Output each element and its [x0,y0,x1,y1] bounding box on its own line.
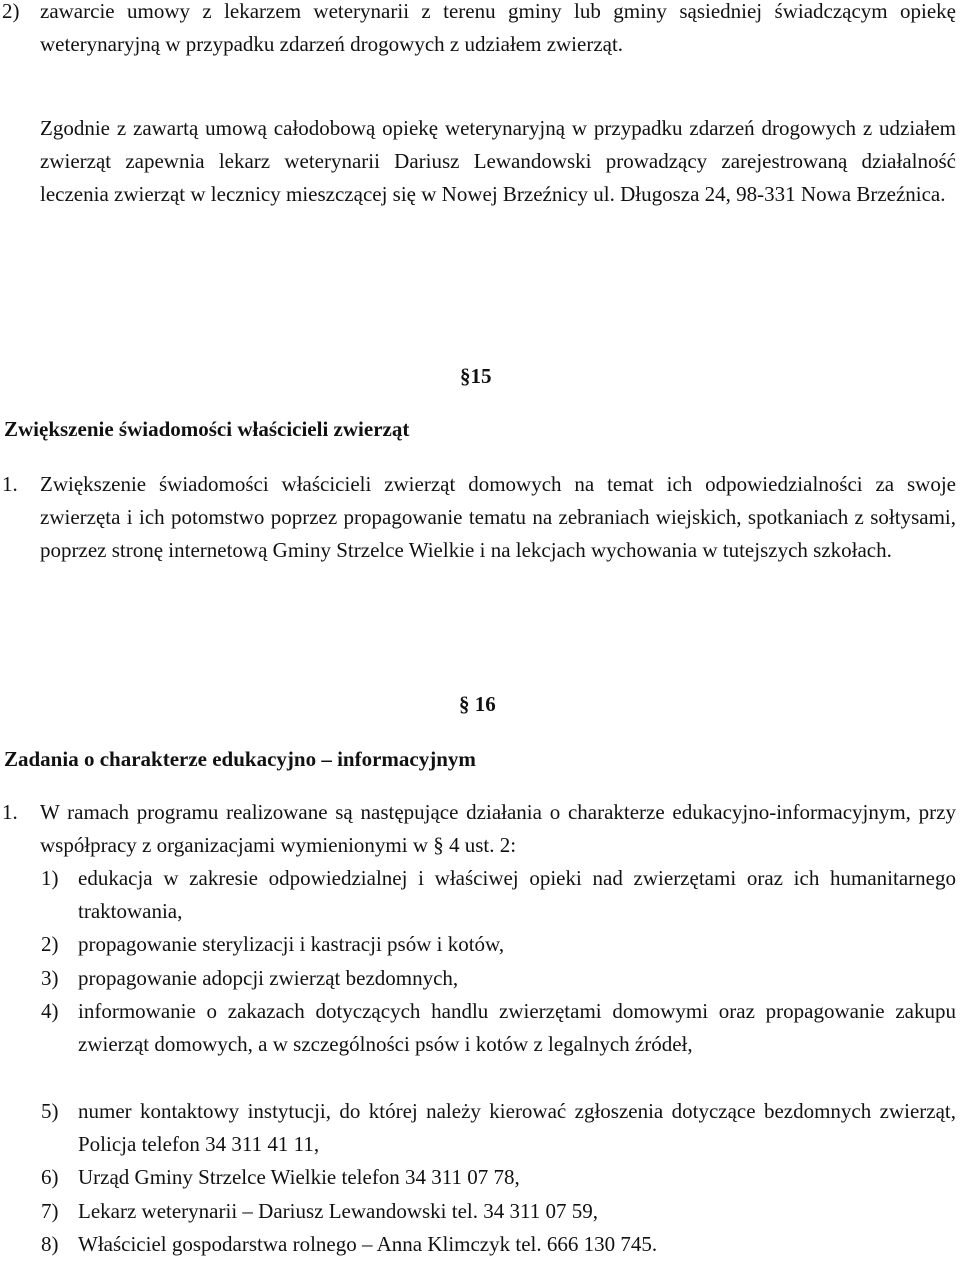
list-item-number: 7) [41,1199,59,1223]
list-item [2,0,956,61]
paragraph: Zgodnie z zawartą umową całodobową opiekę weterynaryjną w przypadku zdarzeń drogowych z udziałem zwierząt zapewnia lekarz weterynarii Dariusz Lewandowski prowadzący zarejestrowaną działalność leczenia zwierząt w lecznicy mieszczącej się w Nowej Brzeźnicy ul. Długosza 24, 98-331 Nowa Brzeźnica. [40,116,956,206]
list-item-text: zawarcie umowy z lekarzem weterynarii z terenu gminy lub gminy sąsiedniej świadczącym opiekę weterynaryjną w przypadku zdarzeń drogowych z udziałem zwierząt. [40,0,956,56]
list-item-text: edukacja w zakresie odpowiedzialnej i właściwej opieki nad zwierzętami oraz ich humanitarnego traktowania, [78,866,956,923]
list-item-number: 2) [41,932,59,956]
section-heading: Zadania o charakterze edukacyjno – informacyjnym [4,747,476,771]
list-item-number: 8) [41,1232,59,1256]
list-item-text: propagowanie adopcji zwierząt bezdomnych, [78,966,459,990]
list-item [2,468,956,567]
section-sign-16: § 16 [459,692,496,716]
list-item-text: W ramach programu realizowane są następujące działania o charakterze edukacyjno-informacyjnym, przy współpracy z organizacjami wymienionymi w § 4 ust. 2: [40,800,956,857]
list-item [2,796,956,862]
section-sign-15: §15 [460,364,492,388]
list-item-text: propagowanie sterylizacji i kastracji psów i kotów, [78,932,505,956]
sub-list-item [41,995,956,1061]
sub-list-item [41,1095,956,1161]
list-item-text: Właściciel gospodarstwa rolnego – Anna Klimczyk tel. 666 130 745. [78,1232,658,1256]
list-item-number: 1) [41,866,59,890]
list-item-number: 6) [41,1165,59,1189]
sub-list-item [41,1228,956,1261]
list-item-number: 1. [2,800,18,824]
section-heading: Zwiększenie świadomości właścicieli zwierząt [4,417,410,441]
sub-list-item [41,1161,956,1194]
list-item-number: 2) [2,0,20,23]
sub-list-item [41,962,956,995]
sub-list-item [41,928,956,961]
list-item-number: 3) [41,966,59,990]
list-item-number: 5) [41,1099,59,1123]
list-item-text: Urząd Gminy Strzelce Wielkie telefon 34 311 07 78, [78,1165,520,1189]
list-item-number: 4) [41,999,59,1023]
list-item-text: Lekarz weterynarii – Dariusz Lewandowski tel. 34 311 07 59, [78,1199,598,1223]
list-item-text: informowanie o zakazach dotyczących handlu zwierzętami domowymi oraz propagowanie zakupu zwierząt domowych, a w szczególności psów i kotów z legalnych źródeł, [78,999,956,1056]
list-item-text: Zwiększenie świadomości właścicieli zwierząt domowych na temat ich odpowiedzialności za swoje zwierzęta i ich potomstwo poprzez propagowanie tematu na zebraniach wiejskich, spotkaniach z sołtysami, poprzez stronę internetową Gminy Strzelce Wielkie i na lekcjach wychowania w tutejszych szkołach. [40,472,956,562]
sub-list-item [41,1195,956,1228]
sub-list-item [41,862,956,928]
list-item-number: 1. [2,472,18,496]
list-item-text: numer kontaktowy instytucji, do której należy kierować zgłoszenia dotyczące bezdomnych zwierząt, Policja telefon 34 311 41 11, [78,1099,956,1156]
